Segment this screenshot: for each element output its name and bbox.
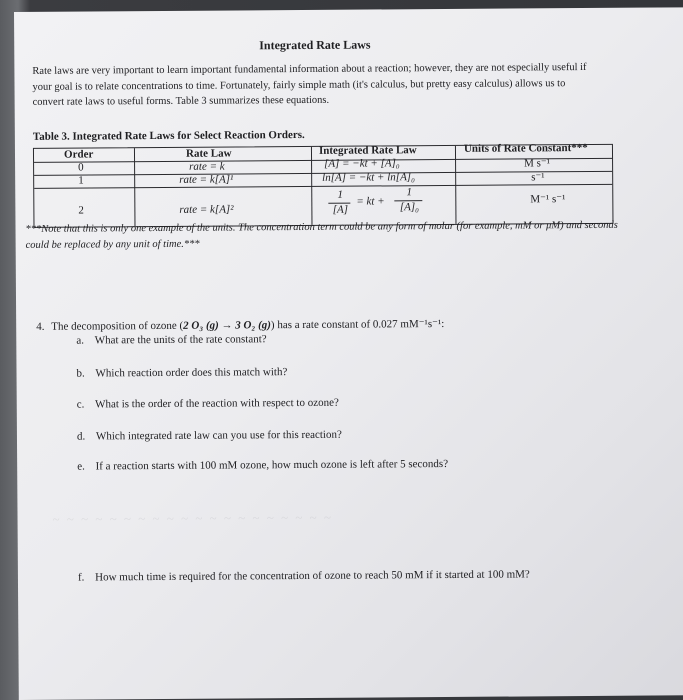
row0-order: 0 — [78, 161, 84, 174]
intro-paragraph: Rate laws are very important to learn important fundamental information about a reaction; however, they are not especially useful if your goal is to relate concentrations to time. Fortunately, fairly simple math (it's calculus, but pretty easy calculus) allows us to convert rate laws to useful forms. Table 3 summarizes these equations. — [32, 62, 587, 108]
row0-integrated: [A] = −kt + [A]₀ — [324, 157, 400, 170]
rate-law-table — [33, 141, 614, 228]
question-stem-pre: The decomposition of ozone ( — [51, 319, 184, 333]
row2-rate-law: rate = k[A]² — [179, 203, 234, 216]
row1-order: 1 — [78, 174, 84, 187]
row0-units: M s⁻¹ — [524, 157, 551, 170]
units-note: ***Note that this is only one example of the units. The concentration term could be any form of molar (for example, mM or μM) and seconds could be replaced by any unit of time.*** — [25, 219, 618, 251]
question-stem-post: ) has a rate constant of 0.027 mM⁻¹s⁻¹: — [270, 318, 445, 332]
question-part-a: a. What are the units of the rate constant? — [76, 333, 267, 347]
row2-order: 2 — [78, 204, 84, 217]
frac1-numerator: 1 — [337, 188, 344, 201]
question-4-stem — [36, 317, 444, 333]
header-order: Order — [63, 148, 94, 161]
frac2-numerator: 1 — [406, 186, 413, 199]
header-integrated-rate-law: Integrated Rate Law — [318, 144, 417, 157]
question-part-c: c. What is the order of the reaction with respect to ozone? — [76, 396, 339, 411]
question-part-f: f. How much time is required for the concentration of ozone to reach 50 mM if it started at 100 mM? — [77, 568, 530, 584]
page-title: Integrated Rate Laws — [259, 37, 371, 53]
row1-units: s⁻¹ — [531, 171, 545, 184]
table-caption: Table 3. Integrated Rate Laws for Select Reaction Orders. — [32, 128, 305, 143]
question-number: 4. — [36, 320, 45, 333]
question-part-e: e. If a reaction starts with 100 mM ozone, how much ozone is left after 5 seconds? — [77, 457, 449, 473]
row1-rate-law: rate = k[A]¹ — [179, 173, 234, 186]
header-rate-law: Rate Law — [185, 147, 232, 160]
row2-units: M⁻¹ s⁻¹ — [530, 193, 566, 206]
row1-integrated: ln[A] = −kt + ln[A]₀ — [322, 171, 415, 184]
question-part-d: d. Which integrated rate law can you use for this reaction? — [76, 428, 342, 443]
header-units: Units of Rate Constant*** — [463, 141, 588, 155]
worksheet-page — [14, 7, 683, 700]
ozone-equation: 2 O₃ (g) → 3 O₂ (g) — [183, 319, 271, 332]
bleed-through-texture: ~ ~ ~ ~ ~ ~ ~ ~ ~ ~ ~ ~ ~ ~ ~ ~ ~ ~ ~ ~ — [52, 509, 334, 527]
frac1-denominator: [A] — [332, 203, 349, 216]
row0-rate-law: rate = k — [189, 160, 225, 173]
frac2-denominator: [A]₀ — [399, 201, 419, 214]
question-part-b: b. Which reaction order does this match with? — [76, 366, 288, 380]
row2-middle: = kt + — [356, 195, 385, 208]
